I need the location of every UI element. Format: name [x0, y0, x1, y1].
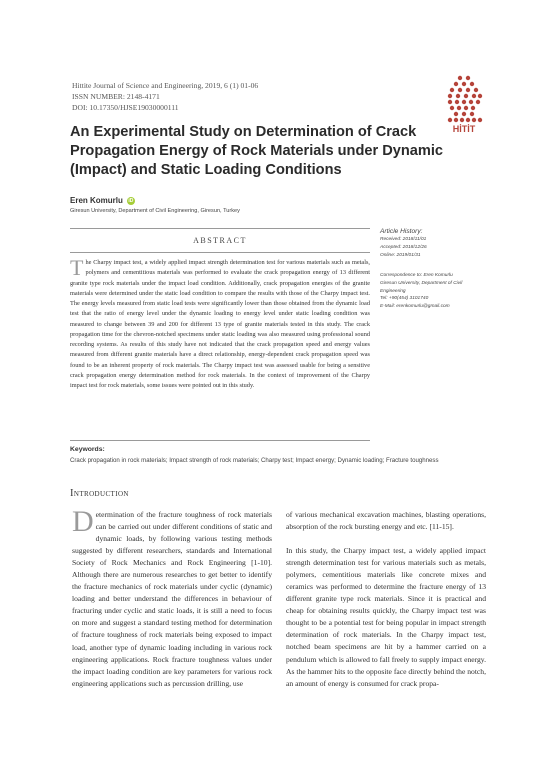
keywords-label: Keywords:: [70, 446, 105, 453]
abstract-heading-rule: [70, 252, 370, 253]
accepted-date: Accepted: 2018/12/26: [380, 245, 427, 250]
logo-dot: [476, 100, 480, 104]
logo-dot: [448, 100, 452, 104]
logo-dot: [458, 88, 462, 92]
introduction-heading: Introduction: [70, 488, 129, 499]
logo-dot: [472, 118, 476, 122]
journal-citation: Hittite Journal of Science and Engineering, 2019, 6 (1) 01-06: [72, 81, 259, 90]
logo-dot: [469, 100, 473, 104]
orcid-icon[interactable]: iD: [128, 197, 134, 204]
logo-dot: [455, 100, 459, 104]
logo-dot: [456, 94, 460, 98]
introduction-left-column: [72, 505, 272, 690]
journal-issn: ISSN NUMBER: 2148-4171: [72, 92, 160, 101]
abstract-body: [70, 255, 370, 391]
journal-doi: DOI: 10.17350/HJSE19030000111: [72, 103, 179, 112]
article-sidebar: [380, 228, 490, 311]
keywords-text: Crack propagation in rock materials; Impact strength of rock materials; Charpy test; Impact energy; Dynamic loading; Fracture toughness: [70, 457, 439, 464]
correspondence-department: Engineering: [380, 288, 406, 294]
logo-dot: [450, 106, 454, 110]
logo-dot: [464, 106, 468, 110]
received-date: Received: 2018/11/01: [380, 237, 427, 242]
logo-dot: [462, 82, 466, 86]
abstract-heading: ABSTRACT: [193, 236, 247, 245]
logo-dot: [450, 88, 454, 92]
logo-dot: [466, 88, 470, 92]
logo-dot: [462, 112, 466, 116]
logo-dot: [474, 88, 478, 92]
logo-dot: [458, 76, 462, 80]
logo-dot: [466, 118, 470, 122]
introduction-right-column: [286, 509, 486, 690]
logo-dot: [464, 94, 468, 98]
abstract-text: he Charpy impact test, a widely applied impact strength determination test for various materials such as metals, polymers and cementitious materials was performed to evaluate the crack propagation energy of 13 different granite type rock materials under the impact load condition. Additionally, crack propagation energies of the granite materials were determined under the static load condition to compare the results with those of the Charpy impact test. The energy levels measured from static load tests were significantly lower than those obtained from the dynamic load test that the ratio of energy level under the dynamic loading to energy level under static loading condition was measured to change between 39 and 200 for different 13 type of granite materials tested in this study. The crack propagation time for the chevron-notched specimens under static loading was also measured using professional sound recording systems. As results of this study have not indicated that the crack propagation speed and energy values measured from different granite materials have a direct relationship, energy-dependent crack propagation speed was found to be an inherent property of rock materials. The Charpy impact test was assessed usable for being a sensitive crack propagation energy determination method for rock materials. In the context of improvement of the Charpy impact test for rock materials, some issues were pointed out in this study.: [70, 259, 370, 389]
logo-dot: [454, 82, 458, 86]
author-affiliation: Giresun University, Department of Civil Engineering, Giresun, Turkey: [70, 208, 240, 214]
introduction-right-paragraph-1: of various mechanical excavation machines, blasting operations, absorption of the rock bursting energy and etc. [11-15].: [286, 510, 486, 532]
introduction-left-text: etermination of the fracture toughness of rock materials can be carried out under different conditions of static and dynamic loads, by following various testing methods suggested by different researchers, standards and International Society of Rock Mechanics and Rock Engineering [1-10]. Although there are numerous researches to get better to identify the fracture mechanics of rock materials under cyclic (dynamic) loading and better understand the differences in behaviour of fracturing under cyclic and static loads, it is still a need to focus on more and suggest a standard testing method for determination of fracture toughness of rock materials being exposed to impact load, another type of dynamic loading including in various rock engineering applications. Rock fracture toughness values under the impact loading condition are key parameters for various rock engineering applications such as percussion drilling, use: [72, 510, 272, 688]
introduction-right-paragraph-2: In this study, the Charpy impact test, a widely applied impact strength determination test for various materials such as metals, polymers, cementitious materials like concrete mixes and ceramics was performed to determine the fracture energy of 13 different granite type rock materials. Since it is practical and cheap for obtaining results quickly, the Charpy impact test was thought to be a potential test for being popular in impact strength determination of rock materials. In the Charpy impact test, notched beam specimens are hit by a hammer carried on a pendulum which is allowed to fall freely to supply impact energy. As the hammer hits to the opposite face directly behind the notch, an amount of energy is consumed for crack propa-: [286, 546, 486, 688]
logo-wordmark: HİTİT: [452, 124, 476, 134]
correspondence-affiliation: Giresun University, Department of Civil: [380, 280, 463, 286]
logo-dot: [471, 106, 475, 110]
online-date: Online: 2019/01/31: [380, 253, 421, 258]
logo-dot: [478, 118, 482, 122]
logo-dot: [454, 112, 458, 116]
correspondence-tel: Tel: +90(454) 3101740: [380, 296, 429, 302]
logo-dot: [478, 94, 482, 98]
logo-dot: [466, 76, 470, 80]
logo-dot: [457, 106, 461, 110]
author-line: [70, 196, 135, 205]
logo-dot: [470, 82, 474, 86]
logo-dot: [470, 112, 474, 116]
logo-dot: [448, 118, 452, 122]
introduction-dropcap: D: [72, 505, 94, 538]
correspondence-block: [380, 272, 490, 311]
logo-dot: [448, 94, 452, 98]
logo-dot: [460, 118, 464, 122]
abstract-top-rule: [70, 228, 370, 229]
article-history-title: Article History:: [380, 228, 423, 235]
logo-dot: [454, 118, 458, 122]
logo-dot: [472, 94, 476, 98]
logo-dot: [462, 100, 466, 104]
author-name: Eren Komurlu: [70, 196, 123, 205]
abstract-dropcap: T: [70, 255, 84, 280]
journal-info: [72, 80, 258, 113]
correspondence-email[interactable]: E-Mail: erenkomurlu@gmail.com: [380, 304, 450, 310]
paper-title: An Experimental Study on Determination of Crack Propagation Energy of Rock Materials under Dynamic (Impact) and Static Loading Conditions: [70, 124, 444, 178]
correspondence-label: Correspondence to: Eren Komurlu: [380, 273, 453, 278]
abstract-bottom-rule: [70, 440, 370, 441]
